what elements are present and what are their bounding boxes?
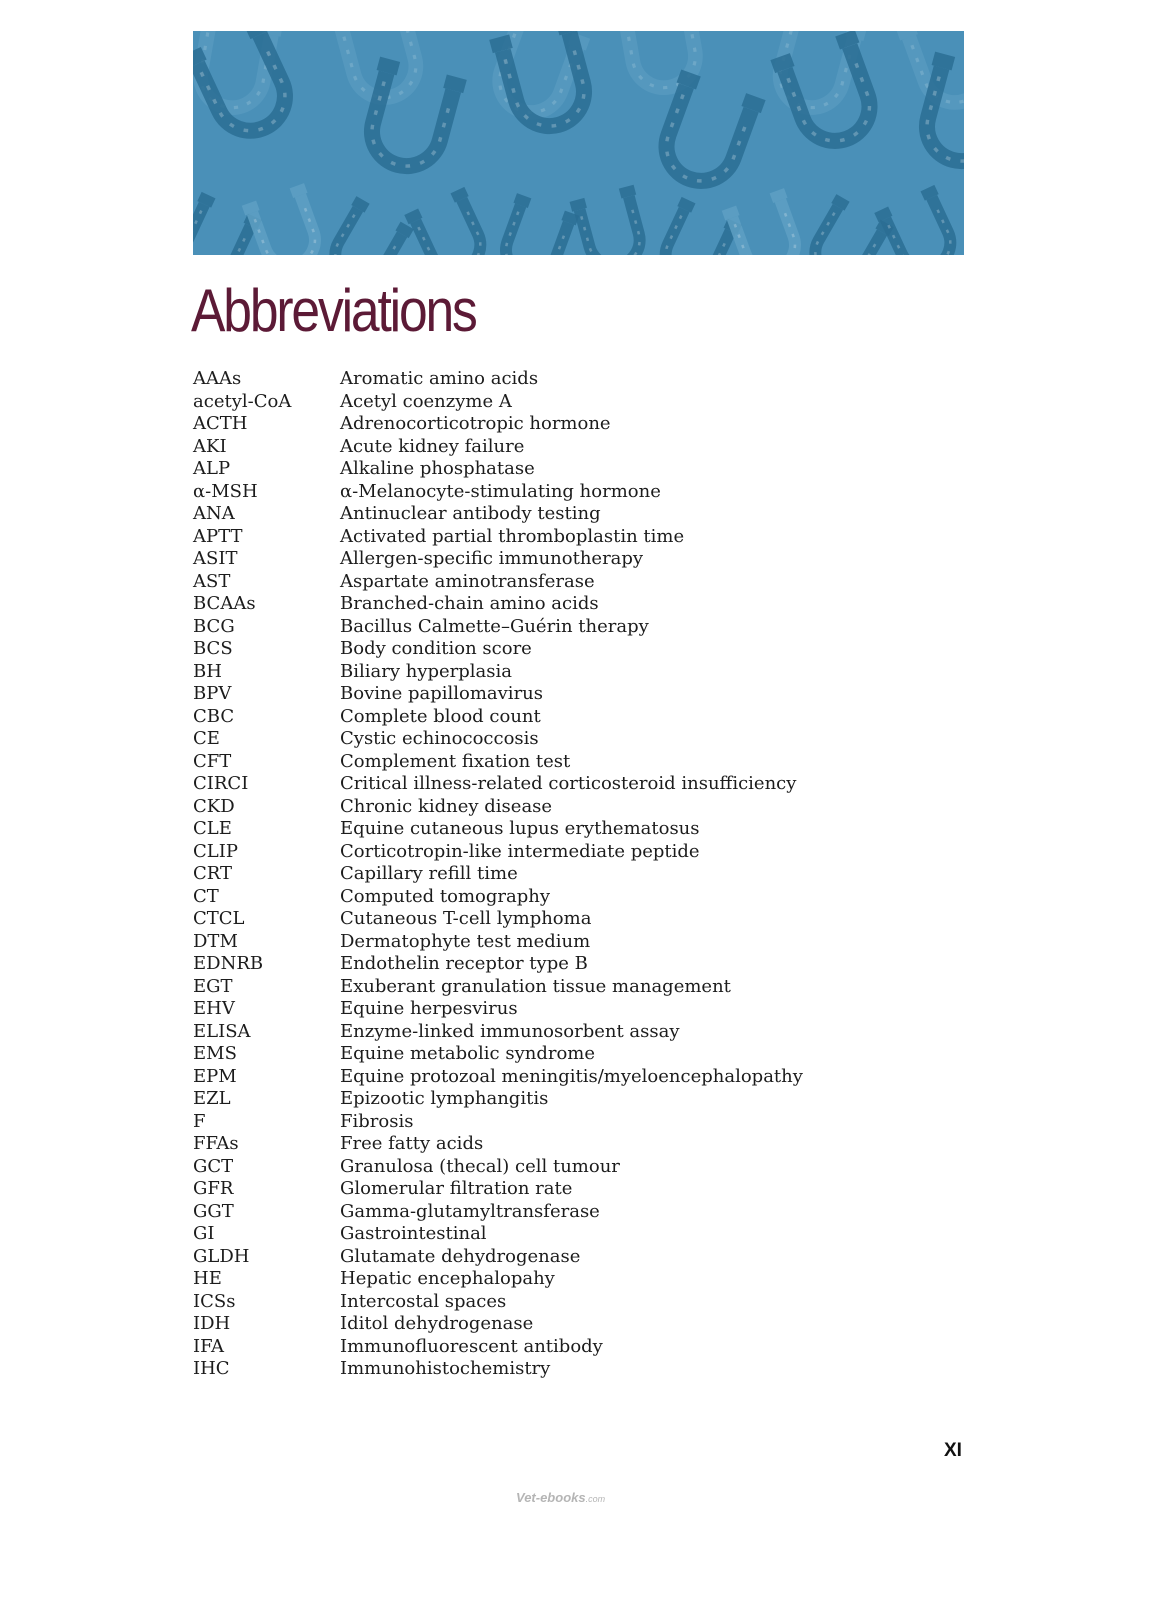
abbreviation-definition: Intercostal spaces [340, 1290, 507, 1312]
abbreviation-definition: Corticotropin-like intermediate peptide [340, 840, 700, 862]
abbreviation-term: EPM [193, 1065, 237, 1087]
abbreviation-term: CLIP [193, 840, 238, 862]
abbreviation-row [193, 368, 893, 391]
abbreviation-row [193, 593, 893, 616]
abbreviation-term: EHV [193, 998, 235, 1019]
abbreviation-definition: Epizootic lymphangitis [340, 1088, 549, 1109]
abbreviation-term: F [193, 1110, 206, 1132]
abbreviation-definition: Biliary hyperplasia [340, 660, 513, 682]
abbreviation-definition: Adrenocorticotropic hormone [340, 413, 611, 434]
abbreviation-row [193, 931, 893, 954]
abbreviation-term: CBC [193, 705, 235, 727]
abbreviation-definition: Equine cutaneous lupus erythematosus [340, 818, 700, 839]
abbreviation-definition: Complete blood count [340, 705, 541, 727]
abbreviation-row [193, 706, 893, 729]
abbreviation-term: CLE [193, 818, 232, 839]
abbreviation-row [193, 953, 893, 976]
abbreviation-row [193, 998, 893, 1021]
abbreviation-row [193, 1246, 893, 1269]
abbreviation-definition: Exuberant granulation tissue management [340, 975, 731, 997]
abbreviation-term: HE [193, 1268, 222, 1289]
abbreviation-definition: Acute kidney failure [340, 435, 525, 457]
abbreviation-row [193, 773, 893, 796]
abbreviation-row [193, 548, 893, 571]
abbreviation-row [193, 1178, 893, 1201]
abbreviation-definition: Allergen-specific immunotherapy [340, 548, 644, 569]
abbreviation-definition: Equine protozoal meningitis/myeloencephalopathy [340, 1065, 803, 1087]
horseshoe-icon [799, 194, 893, 255]
abbreviation-term: FFAs [193, 1133, 239, 1154]
abbreviation-row [193, 818, 893, 841]
abbreviation-definition: Complement fixation test [340, 750, 571, 772]
abbreviation-row [193, 436, 893, 459]
abbreviation-term: ANA [193, 503, 235, 524]
abbreviation-term: ACTH [193, 413, 248, 434]
abbreviation-row [193, 661, 893, 684]
abbreviation-term: IHC [193, 1358, 230, 1379]
abbreviation-term: AST [193, 570, 231, 592]
abbreviation-row [193, 728, 893, 751]
abbreviation-definition: Antinuclear antibody testing [340, 503, 601, 524]
abbreviation-row [193, 796, 893, 819]
abbreviation-term: GI [193, 1223, 215, 1244]
abbreviation-definition: Equine metabolic syndrome [340, 1043, 596, 1064]
abbreviation-row [193, 638, 893, 661]
abbreviation-row [193, 1088, 893, 1111]
horseshoe-icon [874, 185, 964, 255]
abbreviation-term: CKD [193, 795, 235, 817]
abbreviation-row [193, 1111, 893, 1134]
abbreviation-row [193, 751, 893, 774]
abbreviation-definition: Bovine papillomavirus [340, 683, 544, 704]
abbreviation-definition: Bacillus Calmette–Guérin therapy [340, 615, 649, 637]
abbreviation-term: AAAs [193, 368, 242, 389]
abbreviation-definition: Body condition score [340, 638, 532, 659]
abbreviation-row [193, 1133, 893, 1156]
abbreviation-term: BCAAs [193, 593, 256, 614]
abbreviation-definition: Enzyme-linked immunosorbent assay [340, 1020, 680, 1042]
abbreviation-definition: Endothelin receptor type B [340, 953, 588, 974]
abbreviation-term: CIRCI [193, 773, 249, 794]
abbreviation-term: IFA [193, 1335, 225, 1357]
abbreviation-term: EDNRB [193, 953, 264, 974]
abbreviation-definition: Immunofluorescent antibody [340, 1335, 603, 1357]
page-title: Abbreviations [191, 277, 476, 344]
abbreviation-definition: Cutaneous T-cell lymphoma [340, 908, 592, 929]
abbreviation-term: BH [193, 660, 222, 682]
abbreviation-row [193, 526, 893, 549]
abbreviation-list [193, 368, 893, 1381]
horseshoe-pattern [193, 31, 964, 255]
abbreviation-term: EZL [193, 1088, 231, 1109]
abbreviation-definition: Iditol dehydrogenase [340, 1313, 534, 1334]
abbreviation-term: ALP [193, 458, 231, 479]
abbreviation-definition: Chronic kidney disease [340, 795, 553, 817]
abbreviation-row [193, 683, 893, 706]
horseshoe-icon [722, 188, 810, 255]
abbreviation-row [193, 908, 893, 931]
abbreviation-row [193, 1021, 893, 1044]
abbreviation-term: DTM [193, 930, 238, 952]
abbreviation-term: EMS [193, 1043, 237, 1064]
horseshoe-icon [404, 187, 495, 255]
abbreviation-definition: Fibrosis [340, 1110, 414, 1132]
abbreviation-definition: Critical illness-related corticosteroid insufficiency [340, 773, 797, 794]
abbreviation-definition: Cystic echinococcosis [340, 728, 539, 749]
abbreviation-definition: Equine herpesvirus [340, 998, 518, 1019]
abbreviation-definition: Gastrointestinal [340, 1223, 487, 1244]
abbreviation-definition: Dermatophyte test medium [340, 930, 591, 952]
abbreviation-row [193, 1336, 893, 1359]
abbreviation-definition: Aromatic amino acids [340, 368, 539, 389]
abbreviation-row [193, 886, 893, 909]
abbreviation-row [193, 503, 893, 526]
header-banner [193, 31, 964, 255]
abbreviation-term: IDH [193, 1313, 231, 1334]
abbreviation-row [193, 458, 893, 481]
abbreviation-term: GCT [193, 1155, 234, 1177]
abbreviation-term: ICSs [193, 1290, 236, 1312]
abbreviation-definition: Glutamate dehydrogenase [340, 1245, 581, 1267]
abbreviation-row [193, 616, 893, 639]
abbreviation-row [193, 1223, 893, 1246]
horseshoe-icon [650, 197, 741, 255]
abbreviation-term: acetyl-CoA [193, 390, 292, 412]
abbreviation-term: α-MSH [193, 480, 258, 502]
abbreviation-row [193, 1268, 893, 1291]
horseshoe-icon [319, 196, 413, 255]
watermark-logo: Vet-ebooks.com [516, 1490, 606, 1505]
horseshoe-icon [570, 185, 653, 255]
abbreviation-definition: Glomerular filtration rate [340, 1178, 573, 1199]
abbreviation-term: BCS [193, 638, 233, 659]
abbreviation-definition: Activated partial thromboplastin time [340, 525, 685, 547]
abbreviation-row [193, 863, 893, 886]
abbreviation-term: EGT [193, 975, 233, 997]
abbreviation-definition: Hepatic encephalopahy [340, 1268, 555, 1289]
abbreviation-row [193, 841, 893, 864]
abbreviation-term: ELISA [193, 1020, 251, 1042]
abbreviation-term: BCG [193, 615, 235, 637]
abbreviation-term: CFT [193, 750, 232, 772]
abbreviation-term: GGT [193, 1200, 234, 1222]
abbreviation-definition: Alkaline phosphatase [340, 458, 535, 479]
abbreviation-definition: Free fatty acids [340, 1133, 484, 1154]
abbreviation-term: CT [193, 885, 219, 907]
abbreviation-definition: Immunohistochemistry [340, 1358, 551, 1379]
abbreviation-row [193, 1291, 893, 1314]
abbreviation-row [193, 1201, 893, 1224]
abbreviation-definition: Aspartate aminotransferase [340, 570, 595, 592]
abbreviation-row [193, 1313, 893, 1336]
abbreviation-row [193, 1358, 893, 1381]
abbreviation-row [193, 976, 893, 999]
abbreviation-definition: Branched-chain amino acids [340, 593, 599, 614]
abbreviation-row [193, 1066, 893, 1089]
abbreviation-term: CTCL [193, 908, 245, 929]
abbreviation-row [193, 391, 893, 414]
abbreviation-row [193, 1043, 893, 1066]
abbreviation-row [193, 413, 893, 436]
abbreviation-definition: Gamma-glutamyltransferase [340, 1200, 600, 1222]
abbreviation-term: ASIT [193, 548, 238, 569]
abbreviation-row [193, 571, 893, 594]
abbreviation-term: CRT [193, 863, 233, 884]
abbreviation-term: CE [193, 728, 220, 749]
abbreviation-definition: Capillary refill time [340, 863, 518, 884]
abbreviation-definition: Acetyl coenzyme A [340, 390, 512, 412]
abbreviation-row [193, 1156, 893, 1179]
page-number: XI [944, 1440, 962, 1461]
abbreviation-term: BPV [193, 683, 232, 704]
abbreviation-term: APTT [193, 525, 243, 547]
abbreviation-definition: Computed tomography [340, 885, 551, 907]
abbreviation-definition: α-Melanocyte-stimulating hormone [340, 480, 661, 502]
abbreviation-term: GFR [193, 1178, 234, 1199]
horseshoe-icon [242, 183, 330, 255]
abbreviation-definition: Granulosa (thecal) cell tumour [340, 1155, 620, 1177]
horseshoe-icon [492, 193, 580, 255]
abbreviation-term: AKI [193, 435, 227, 457]
abbreviation-term: GLDH [193, 1245, 250, 1267]
abbreviation-row [193, 481, 893, 504]
